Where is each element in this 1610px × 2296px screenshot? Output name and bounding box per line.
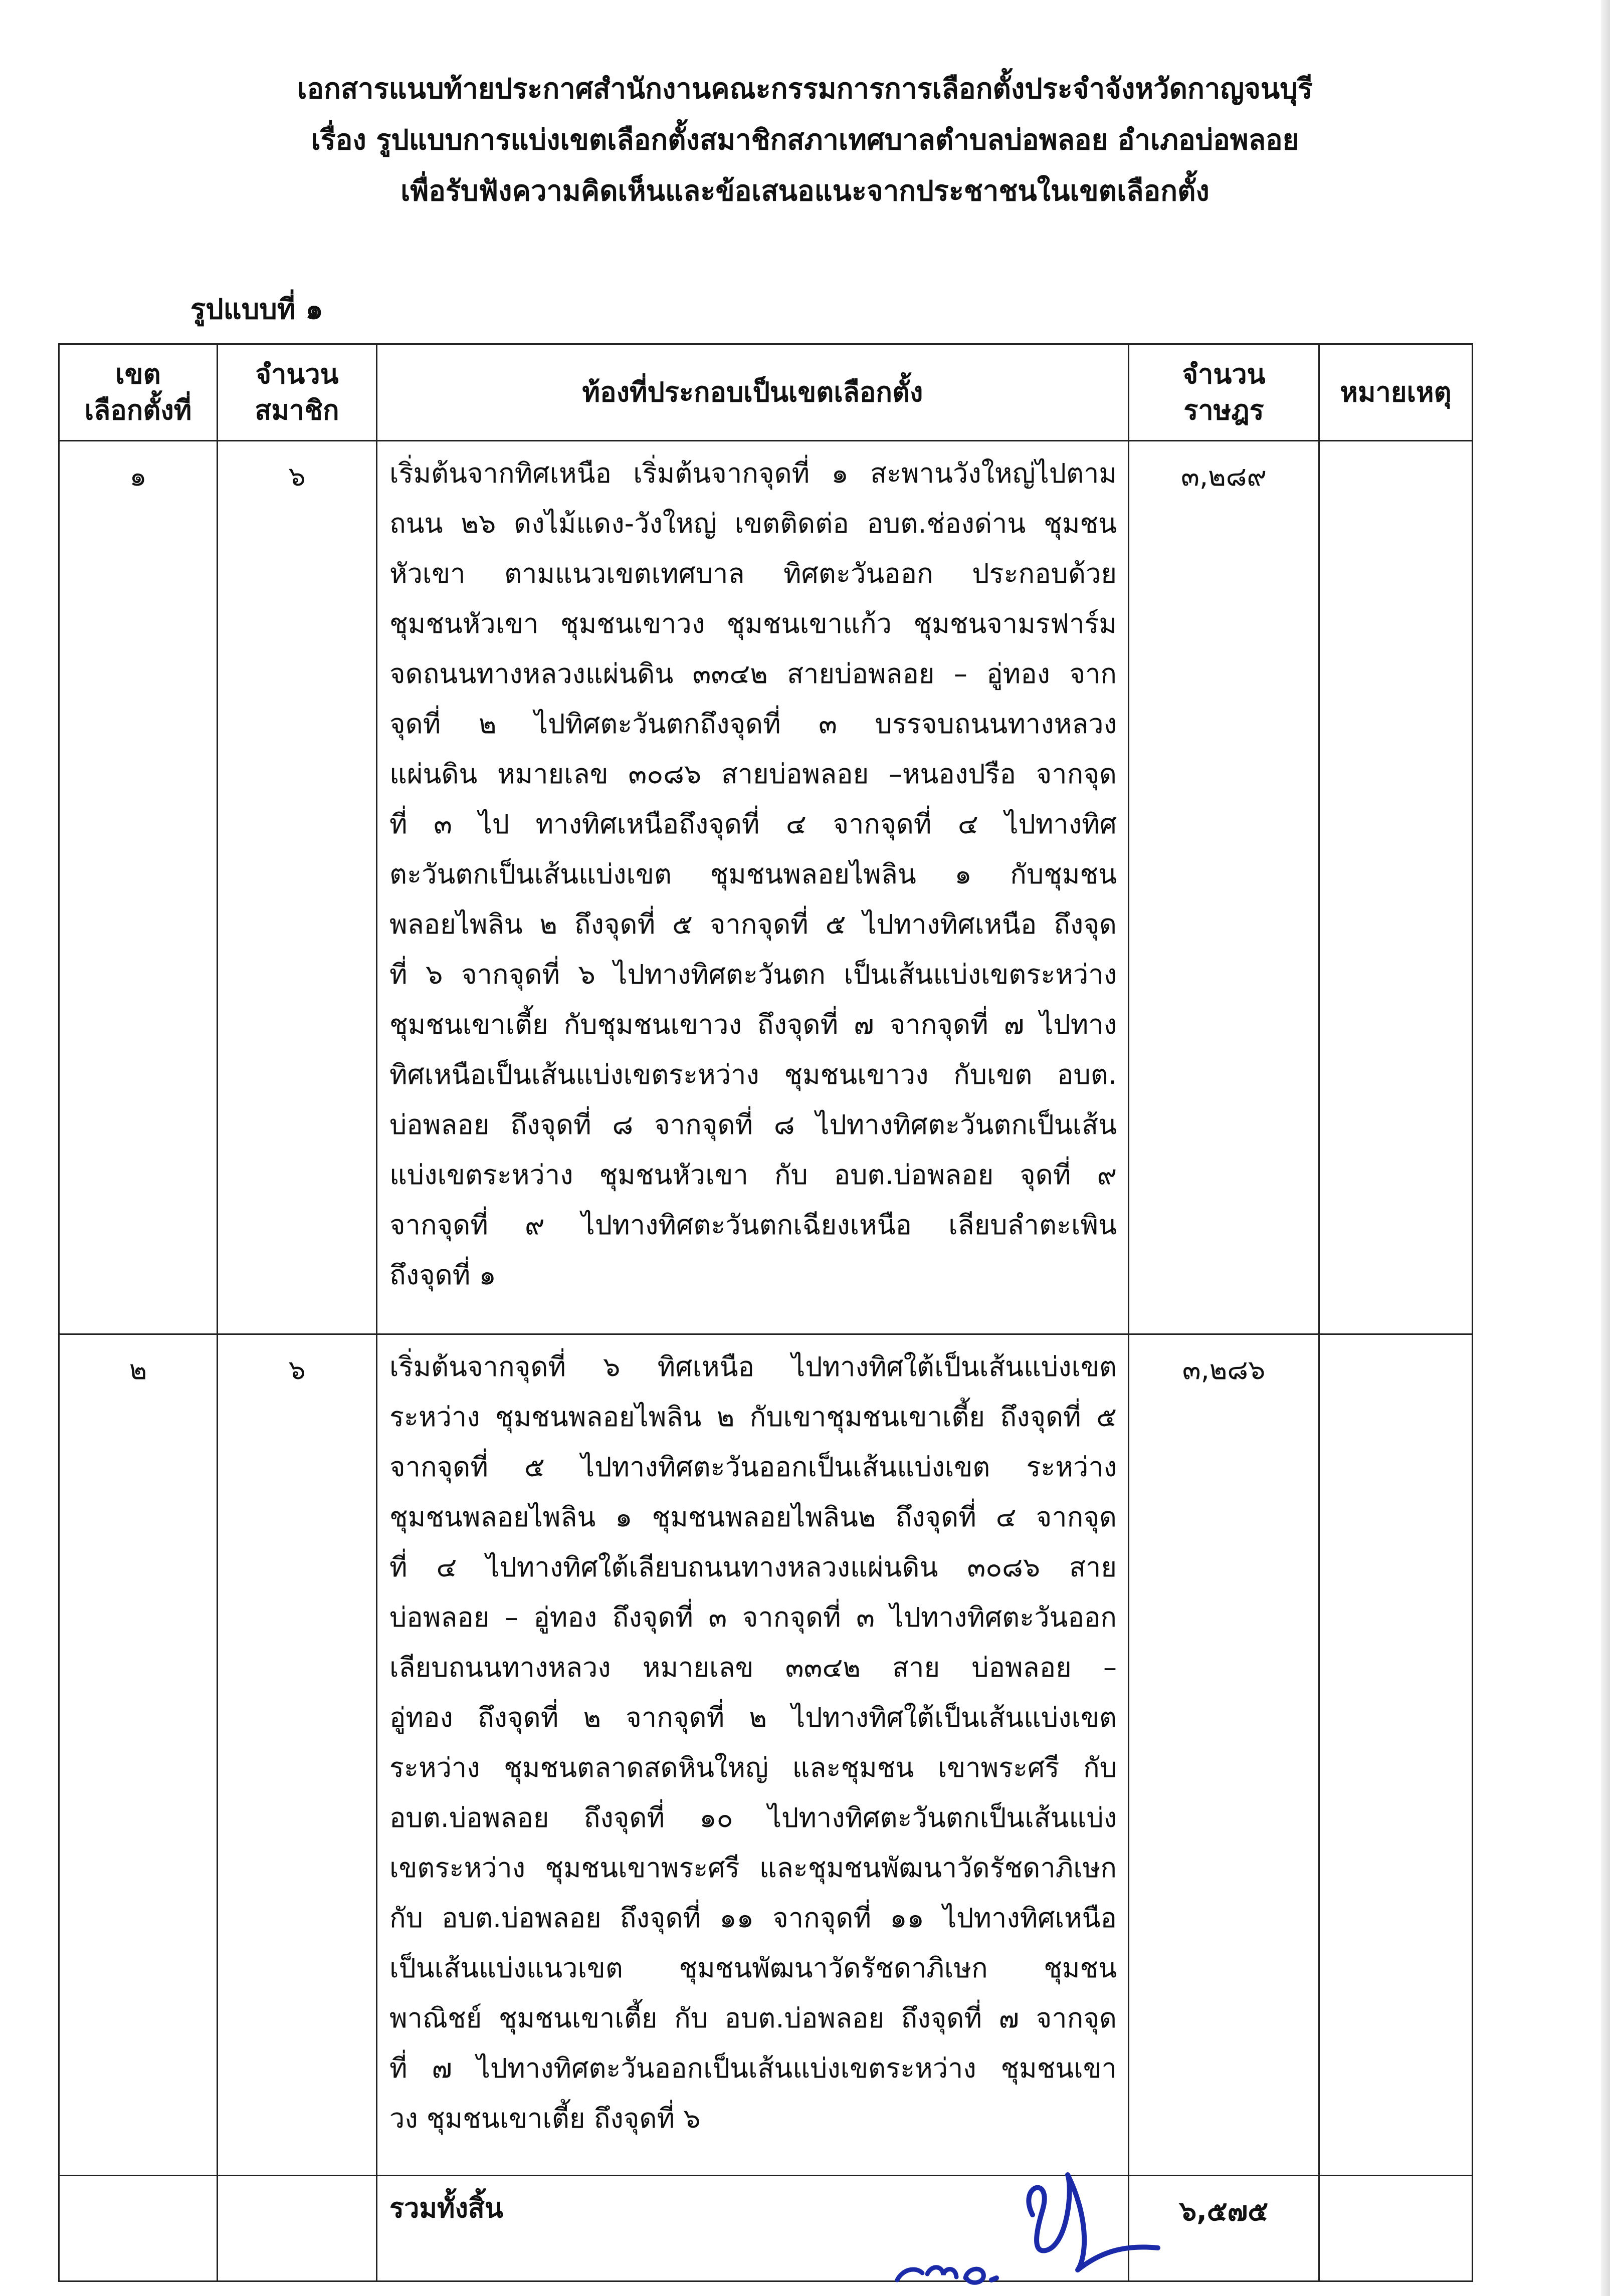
description-line: จากจุดที่ ๙ ไปทางทิศตะวันตกเฉียงเหนือ เลียบลำตะเพิน — [389, 1209, 1117, 1241]
description-line: ที่ ๗ ไปทางทิศตะวันออกเป็นเส้นแบ่งเขตระหว่าง ชุมชนเขา — [389, 2052, 1117, 2084]
total-empty-cell — [59, 2176, 218, 2281]
description-line: อบต.บ่อพลอย ถึงจุดที่ ๑๐ ไปทางทิศตะวันตกเป็นเส้นแบ่ง — [389, 1802, 1117, 1833]
description-line: บ่อพลอย ถึงจุดที่ ๘ จากจุดที่ ๘ ไปทางทิศตะวันตกเป็นเส้น — [389, 1109, 1117, 1140]
header-members-line1: จำนวน — [255, 358, 339, 390]
description-line: เริ่มต้นจากจุดที่ ๖ ทิศเหนือ ไปทางทิศใต้เป็นเส้นแบ่งเขต — [389, 1351, 1117, 1383]
member-count: ๖ — [218, 1334, 377, 2176]
description-line: ที่ ๔ ไปทางทิศใต้เลียบถนนทางหลวงแผ่นดิน ๓๐๘๖ สาย — [389, 1551, 1117, 1583]
description-line: จดถนนทางหลวงแผ่นดิน ๓๓๔๒ สายบ่อพลอย – อู่ทอง จาก — [389, 658, 1117, 690]
description-line: ถึงจุดที่ ๑ — [389, 1259, 496, 1291]
population-count: ๓,๒๘๖ — [1129, 1334, 1319, 2176]
header-title: เอกสารแนบท้ายประกาศสำนักงานคณะกรรมการการเลือกตั้งประจำจังหวัดกาญจนบุรี — [297, 73, 1313, 105]
description-line: ระหว่าง ชุมชนตลาดสดหินใหญ่ และชุมชน เขาพระศรี กับ — [389, 1752, 1117, 1783]
description-line: เริ่มต้นจากทิศเหนือ เริ่มต้นจากจุดที่ ๑ สะพานวังใหญ่ไปตาม — [389, 457, 1117, 489]
description-line: เขตระหว่าง ชุมชนเขาพระศรี และชุมชนพัฒนาวัดรัชดาภิเษก — [389, 1852, 1117, 1884]
description-line: เป็นเส้นแบ่งแนวเขต ชุมชนพัฒนาวัดรัชดาภิเษก ชุมชน — [389, 1952, 1117, 1984]
header-zone-line2: เลือกตั้งที่ — [84, 394, 192, 426]
description-line: วง ชุมชนเขาเตี้ย ถึงจุดที่ ๖ — [389, 2103, 701, 2134]
header-purpose: เพื่อรับฟังความคิดเห็นและข้อเสนอแนะจากประชาชนในเขตเลือกตั้ง — [400, 175, 1210, 207]
member-count: ๖ — [218, 441, 377, 1334]
description-line: อู่ทอง ถึงจุดที่ ๒ จากจุดที่ ๒ ไปทางทิศใต้เป็นเส้นแบ่งเขต — [389, 1702, 1117, 1733]
description-line: บ่อพลอย – อู่ทอง ถึงจุดที่ ๓ จากจุดที่ ๓ ไปทางทิศตะวันออก — [389, 1601, 1117, 1633]
header-remarks: หมายเหตุ — [1319, 344, 1473, 441]
total-population: ๖,๕๗๕ — [1129, 2176, 1319, 2281]
districting-table — [58, 343, 1473, 2282]
description-line: แบ่งเขตระหว่าง ชุมชนหัวเขา กับ อบต.บ่อพลอย จุดที่ ๙ — [389, 1159, 1117, 1191]
header-population — [1129, 344, 1319, 441]
header-members — [218, 344, 377, 441]
zone-number: ๑ — [59, 441, 218, 1334]
description-line: ชุมชนเขาเตี้ย กับชุมชนเขาวง ถึงจุดที่ ๗ จากจุดที่ ๗ ไปทาง — [389, 1009, 1117, 1040]
header-population-line2: ราษฎร — [1183, 394, 1264, 426]
description-line: จากจุดที่ ๕ ไปทางทิศตะวันออกเป็นเส้นแบ่งเขต ระหว่าง — [389, 1451, 1117, 1483]
description-line: หัวเขา ตามแนวเขตเทศบาล ทิศตะวันออก ประกอบด้วย — [389, 558, 1117, 589]
total-remarks-cell — [1319, 2176, 1473, 2281]
header-zone-line1: เขต — [115, 358, 161, 390]
description-line: ชุมชนพลอยไพลิน ๑ ชุมชนพลอยไพลิน๒ ถึงจุดที่ ๔ จากจุด — [389, 1501, 1117, 1533]
description-line: เลียบถนนทางหลวง หมายเลข ๓๓๔๒ สาย บ่อพลอย – — [389, 1652, 1117, 1683]
description-line: พลอยไพลิน ๒ ถึงจุดที่ ๕ จากจุดที่ ๕ ไปทางทิศเหนือ ถึงจุด — [389, 908, 1117, 940]
header-area: ท้องที่ประกอบเป็นเขตเลือกตั้ง — [377, 344, 1129, 441]
description-line: ถนน ๒๖ ดงไม้แดง-วังใหญ่ เขตติดต่อ อบต.ช่องด่าน ชุมชน — [389, 508, 1117, 539]
description-line: ที่ ๖ จากจุดที่ ๖ ไปทางทิศตะวันตก เป็นเส้นแบ่งเขตระหว่าง — [389, 959, 1117, 990]
header-population-line1: จำนวน — [1182, 358, 1266, 390]
total-empty-cell — [218, 2176, 377, 2281]
description-line: แผ่นดิน หมายเลข ๓๐๘๖ สายบ่อพลอย –หนองปรือ จากจุด — [389, 758, 1117, 790]
table-row — [59, 1334, 1473, 2176]
description-line: ตะวันตกเป็นเส้นแบ่งเขต ชุมชนพลอยไพลิน ๑ กับชุมชน — [389, 858, 1117, 890]
description-line: พาณิชย์ ชุมชนเขาเตี้ย กับ อบต.บ่อพลอย ถึงจุดที่ ๗ จากจุด — [389, 2002, 1117, 2034]
description-line: กับ อบต.บ่อพลอย ถึงจุดที่ ๑๑ จากจุดที่ ๑๑ ไปทางทิศเหนือ — [389, 1902, 1117, 1934]
area-description — [377, 441, 1129, 1334]
description-line: ทิศเหนือเป็นเส้นแบ่งเขตระหว่าง ชุมชนเขาวง กับเขต อบต. — [389, 1059, 1117, 1090]
header-subject: เรื่อง รูปแบบการแบ่งเขตเลือกตั้งสมาชิกสภาเทศบาลตำบลบ่อพลอย อำเภอบ่อพลอย — [311, 124, 1299, 156]
handwritten-signature — [867, 2155, 1178, 2296]
description-line: ที่ ๓ ไป ทางทิศเหนือถึงจุดที่ ๔ จากจุดที่ ๔ ไปทางทิศ — [389, 808, 1117, 840]
zone-number: ๒ — [59, 1334, 218, 2176]
header-zone — [59, 344, 218, 441]
total-label: รวมทั้งสิ้น — [377, 2176, 1129, 2281]
description-line: ชุมชนหัวเขา ชุมชนเขาวง ชุมชนเขาแก้ว ชุมชนจามรฟาร์ม — [389, 608, 1117, 639]
total-row — [59, 2176, 1473, 2281]
description-line: ระหว่าง ชุมชนพลอยไพลิน ๒ กับเขาชุมชนเขาเตี้ย ถึงจุดที่ ๕ — [389, 1401, 1117, 1433]
form-label: รูปแบบที่ ๑ — [190, 293, 323, 326]
area-description — [377, 1334, 1129, 2176]
remarks-cell — [1319, 1334, 1473, 2176]
scan-edge — [1601, 0, 1610, 2296]
remarks-cell — [1319, 441, 1473, 1334]
header-members-line2: สมาชิก — [255, 394, 339, 426]
description-line: จุดที่ ๒ ไปทิศตะวันตกถึงจุดที่ ๓ บรรจบถนนทางหลวง — [389, 708, 1117, 740]
table-row — [59, 441, 1473, 1334]
table-header-row — [59, 344, 1473, 441]
document-header — [0, 70, 1610, 223]
population-count: ๓,๒๘๙ — [1129, 441, 1319, 1334]
